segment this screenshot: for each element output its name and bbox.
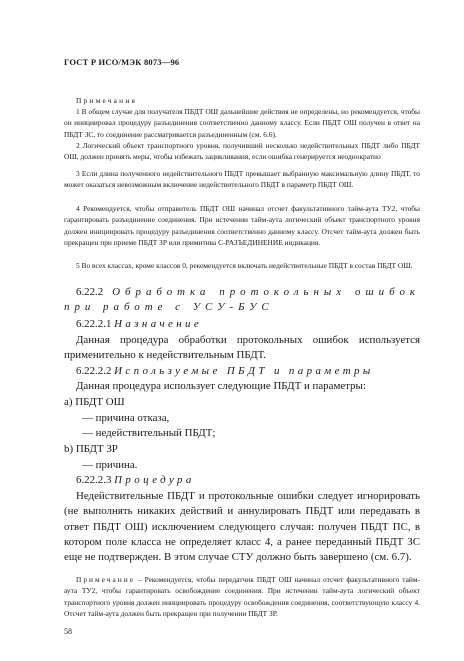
section-heading: [64, 285, 420, 316]
subsection-2-title: Используемые ПБДТ и параметры: [114, 365, 374, 377]
subsection-1-text: Данная процедура обработки протокольных ошибок используется применительно к недействительным ПБДТ.: [64, 334, 420, 362]
list-item-a-sub-2: — недействительный ПБДТ;: [82, 427, 216, 439]
subsection-1-number: 6.22.2.1: [76, 318, 112, 330]
final-note-text: – Рекомендуется, чтобы передатчик ПБДТ ОШ начинал отсчет факультативного тайм-аута ТУ2, чтобы гарантировать освобождение соединения. При истечении тайм-аута логический объект транспортного уровня должен инициировать процедуру освобождения соединения, соответствующую классу 4. Отсчет тайм-аута должен быть прекращен при получении ПБДТ ЗР.: [64, 575, 420, 618]
subsection-3-heading: [64, 473, 420, 488]
note-5: 5 Во всех классах, кроме классов 0, рекомендуется включать недействительные ПБДТ в состав ПБДТ ОШ.: [76, 261, 413, 270]
subsection-1-title: Назначение: [114, 318, 203, 330]
final-note: [64, 574, 420, 619]
note-1: 1 В общем случае для получателя ПБДТ ОШ дальнейшие действия не определены, но рекомендуется, чтобы он инициировал процедуру разъединения соответственно данному классу. Если ПБДТ ОШ получен в ответ на ПБДТ ЗС, то соединение рассматривается разъединенным (см. 6.6).: [64, 107, 420, 139]
note-2: 2 Логический объект транспортного уровня, получивший несколько недействительных ПБДТ либо ПБДТ ОШ, должен принять меры, чтобы избежать зацикливания, если ошибка генерируется неоднократно: [64, 141, 420, 162]
subsection-3-text: Недействительные ПБДТ и протокольные ошибки следует игнорировать (не выполнять никаких действий и аннулировать ПБДТ или передавать в ответ ПБДТ ОШ) исключением следующего случая: получен ПБДТ ПС, в котором поле класса не определяет класс 4, а ранее переданный ПБДТ ЗС еще не подтвержден. В этом случае СТУ должно быть завершено (см. 6.7).: [64, 490, 420, 564]
subsection-3-title: Процедура: [114, 474, 195, 486]
note-3: 3 Если длина полученного недействительного ПБДТ превышает выбранную максимальную длину ПБДТ, то может оказаться невозможным включение недействительного ПБДТ в параметр ПБДТ ОШ.: [64, 169, 420, 190]
list-item-b: [64, 442, 420, 457]
list-item-a-title: ПБДТ ОШ: [75, 396, 125, 408]
subsection-1-heading: [64, 317, 420, 332]
running-header: ГОСТ Р ИСО/МЭК 8073—96: [64, 57, 180, 67]
notes-heading: Примечания: [76, 96, 138, 105]
final-note-label: Примечание: [76, 575, 135, 584]
list-item-b-label: b): [64, 443, 74, 455]
section-title: Обработка протокольных ошибок при работе с УСУ-БУС: [64, 286, 420, 314]
subsection-3-number: 6.22.2.3: [76, 474, 112, 486]
list-item-a-sub-1: — причина отказа,: [82, 412, 170, 424]
page-number: 58: [64, 627, 72, 636]
subsection-2-number: 6.22.2.2: [76, 365, 112, 377]
section-number: 6.22.2: [76, 286, 104, 298]
list-item-b-title: ПБДТ ЗР: [75, 443, 118, 455]
list-item-a-label: a): [64, 396, 73, 408]
subsection-2-text: Данная процедура использует следующие ПБДТ и параметры:: [76, 380, 366, 392]
list-item-a: [64, 395, 420, 410]
note-4: 4 Рекомендуется, чтобы отправитель ПБДТ ОШ начинал отсчет факультативного тайм-аута ТУ2, чтобы гарантировать разъединение соединения. При истечении тайм-аута логический объект транспортного уровня должен инициировать процедуру разъединения соответственно данному классу. Отсчет тайм-аута должен быть прекращен при приеме ПБДТ ЗР или примитива С-РАЗЪЕДИНЕНИЕ индикация.: [64, 204, 420, 247]
subsection-2-heading: [64, 364, 420, 379]
list-item-b-sub-1: — причина.: [82, 459, 138, 471]
